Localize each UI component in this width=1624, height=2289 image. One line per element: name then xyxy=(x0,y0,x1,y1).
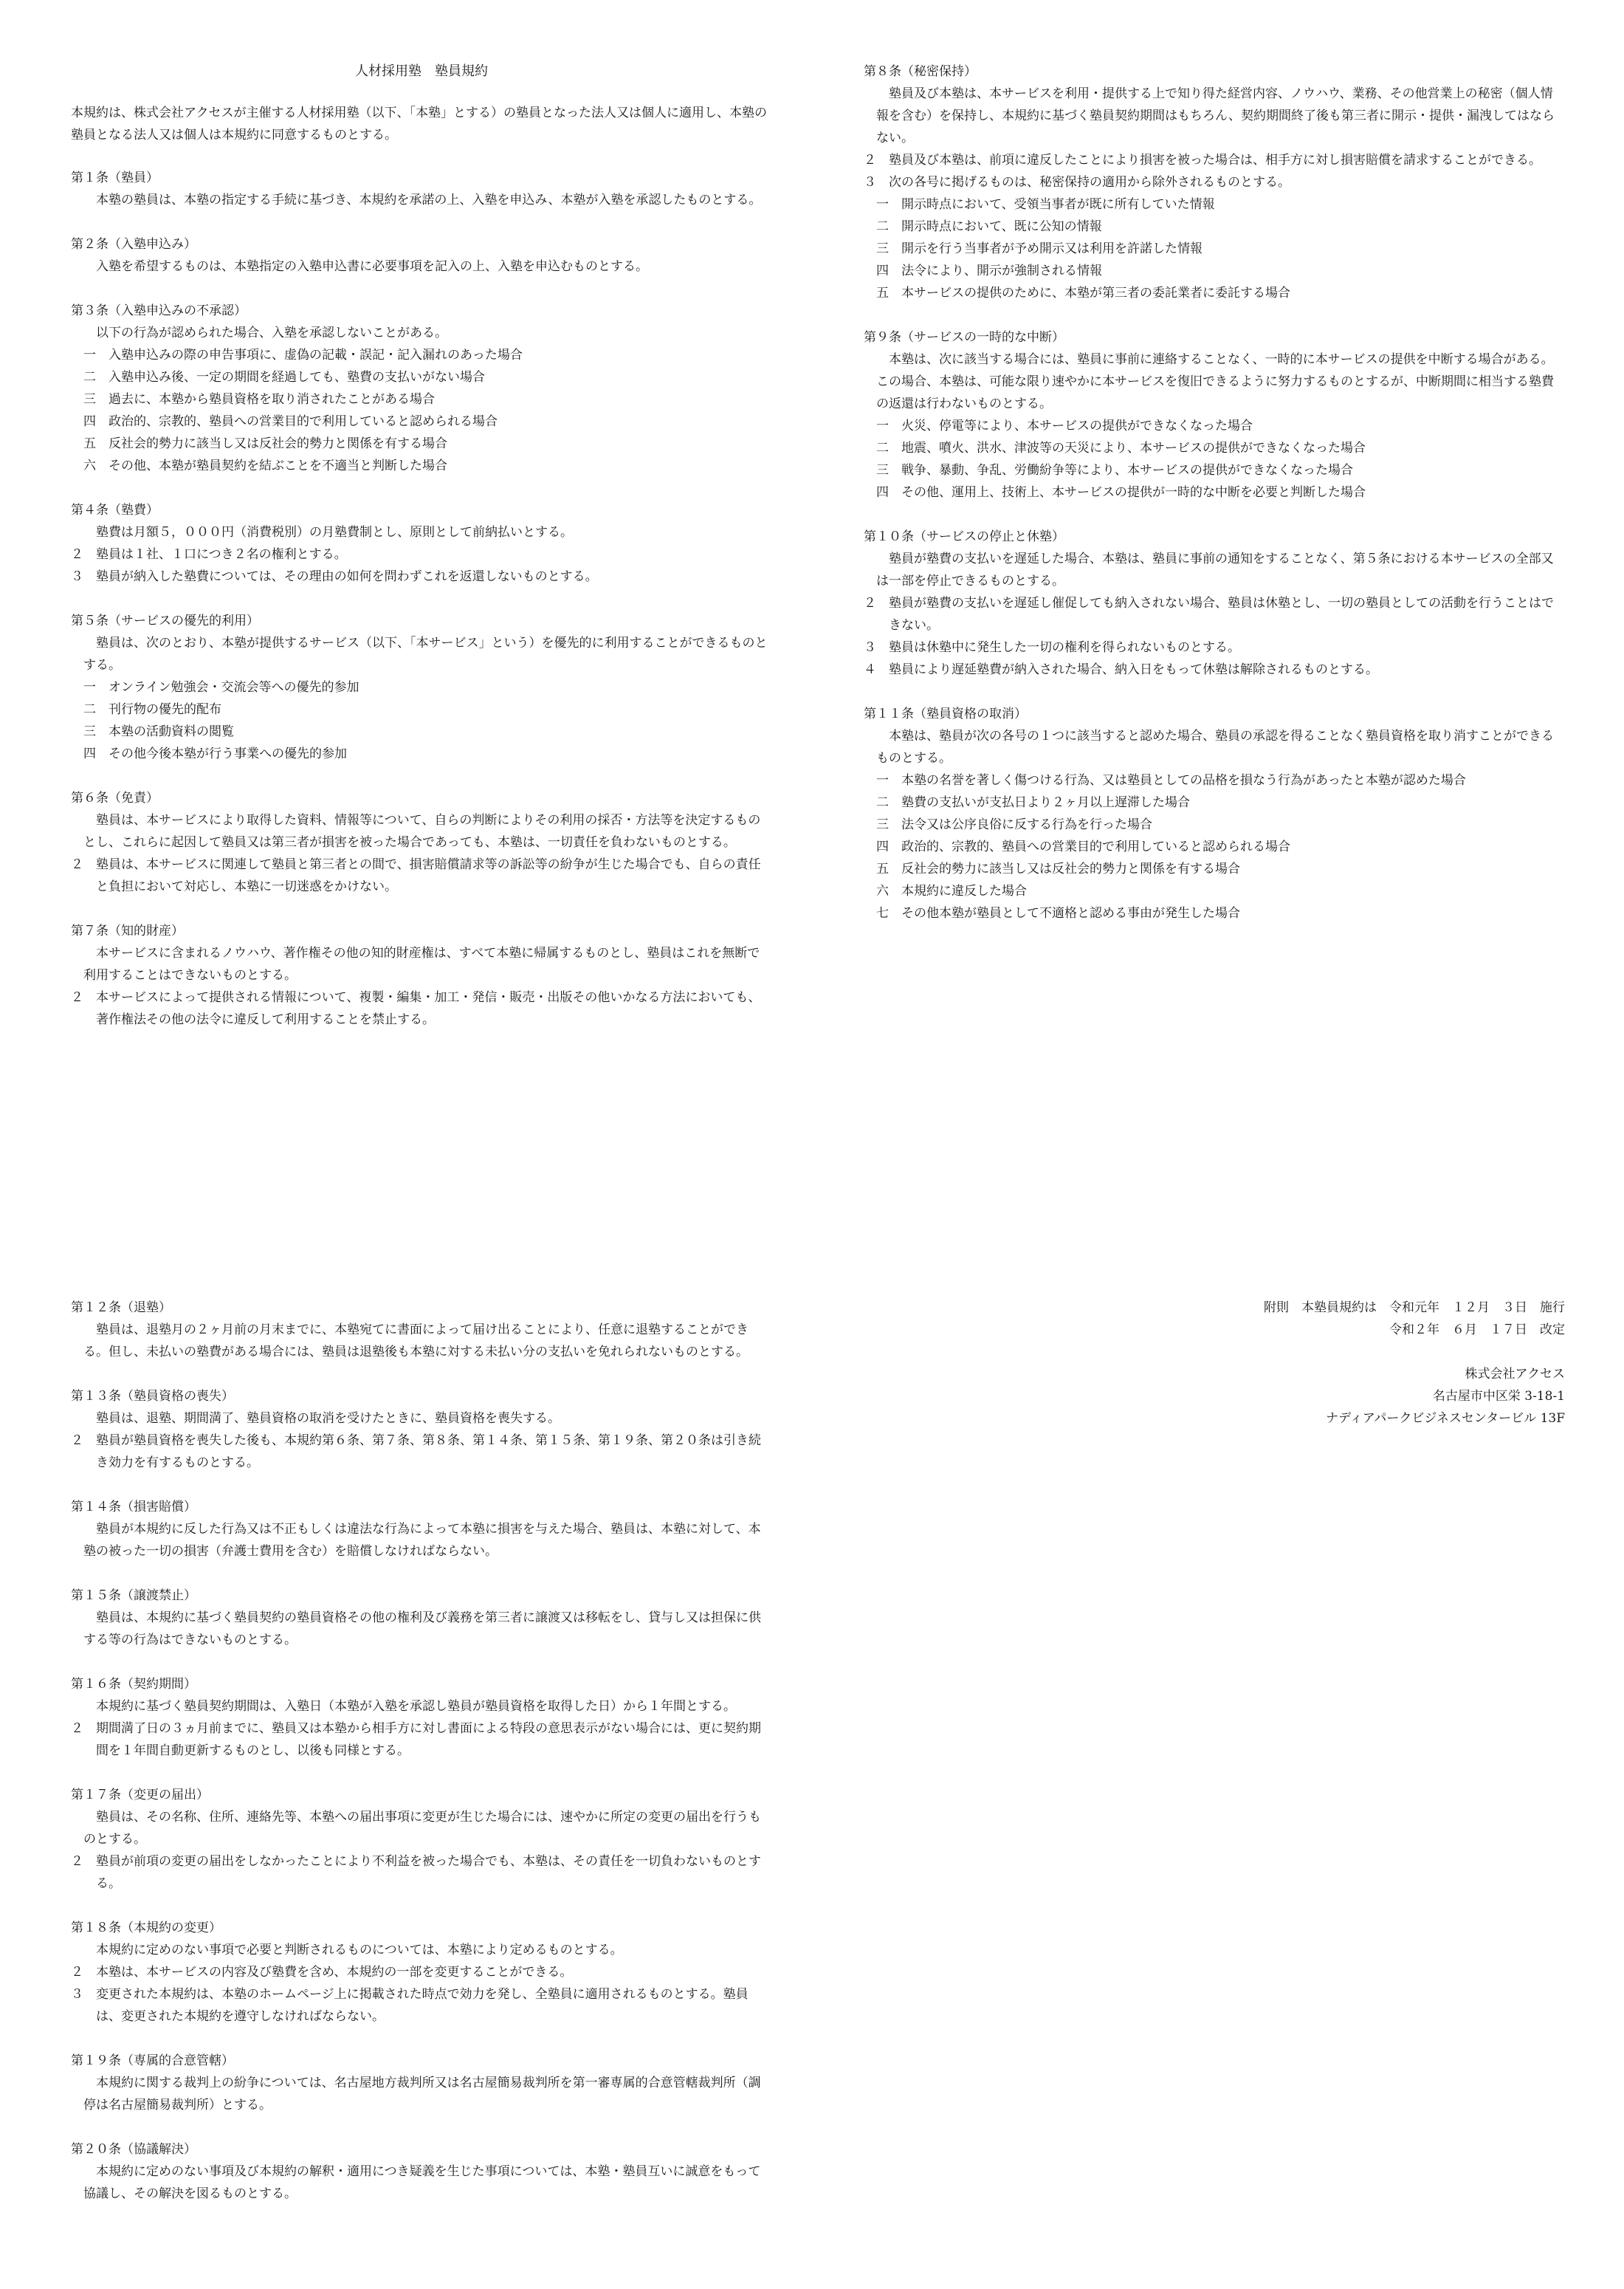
column-top-right xyxy=(864,61,1565,947)
article-paragraph: 塾員は、その名称、住所、連絡先等、本塾への届出事項に変更が生じた場合には、速やかに所定の変更の届出を行うものとする。 xyxy=(83,1810,761,1847)
item-text: その他本塾が塾員として不適格と認める事由が発生した場合 xyxy=(901,906,1240,921)
clause-text: 塾員は休塾中に発生した一切の権利を得られないものとする。 xyxy=(889,640,1240,655)
article-heading: 第１７条（変更の届出） xyxy=(71,1788,209,1802)
list-item xyxy=(71,411,772,433)
article xyxy=(71,2050,772,2116)
article-paragraph: 本規約に定めのない事項で必要と判断されるものについては、本塾により定めるものとする。 xyxy=(96,1943,623,1957)
column-bottom-left xyxy=(71,1297,772,2227)
item-number: 四 xyxy=(83,747,96,761)
article-paragraph: 入塾を希望するものは、本塾指定の入塾申込書に必要事項を記入の上、入塾を申込むものとする。 xyxy=(96,259,648,274)
article xyxy=(71,1297,772,1363)
article-paragraph: 塾員は、本規約に基づく塾員契約の塾員資格その他の権利及び義務を第三者に譲渡又は移転をし、貸与し又は担保に供する等の行為はできないものとする。 xyxy=(83,1610,761,1647)
numbered-clause xyxy=(71,1983,772,2028)
clause-text: 塾員が前項の変更の届出をしなかったことにより不利益を被った場合でも、本塾は、その責任を一切負わないものとする。 xyxy=(96,1854,761,1891)
clause-text: 次の各号に掲げるものは、秘密保持の適用から除外されるものとする。 xyxy=(889,175,1290,190)
item-text: 反社会的勢力に該当し又は反社会的勢力と関係を有する場合 xyxy=(901,862,1240,876)
article-paragraph: 塾員が塾費の支払いを遅延した場合、本塾は、塾員に事前の通知をすることなく、第５条における本サービスの全部又は一部を停止できるものとする。 xyxy=(876,552,1554,588)
item-text: 塾費の支払いが支払日より２ヶ月以上遅滞した場合 xyxy=(901,795,1190,810)
article-heading: 第６条（免責） xyxy=(71,791,159,806)
item-text: 入塾申込みの際の申告事項に、虚偽の記載・誤記・記入漏れのあった場合 xyxy=(109,348,523,363)
article-heading: 第１条（塾員） xyxy=(71,171,159,185)
item-number: 五 xyxy=(876,862,889,876)
article-heading: 第２条（入塾申込み） xyxy=(71,237,196,252)
list-item xyxy=(864,792,1565,814)
clause-text: 塾員が塾費の支払いを遅延し催促しても納入されない場合、塾員は休塾とし、一切の塾員としての活動を行うことはできない。 xyxy=(889,596,1554,633)
article xyxy=(71,300,772,477)
article-paragraph: 塾員は、退塾月の２ヶ月前の月末までに、本塾宛てに書面によって届け出ることにより、任意に退塾することができる。但し、未払いの塾費がある場合には、塾員は退塾後も本塾に対する未払い分の支払いを免れられないものとする。 xyxy=(83,1322,749,1359)
article-heading: 第１９条（専属的合意管轄） xyxy=(71,2053,234,2068)
list-item xyxy=(71,388,772,411)
item-number: 六 xyxy=(83,459,96,473)
item-number: 五 xyxy=(876,286,889,301)
clause-text: 塾員により遅延塾費が納入された場合、納入日をもって休塾は解除されるものとする。 xyxy=(889,662,1378,677)
company-address: 名古屋市中区栄 3-18-1 xyxy=(1432,1389,1565,1404)
clause-text: 塾員が塾員資格を喪失した後も、本規約第６条、第７条、第８条、第１４条、第１５条、第１９条、第２０条は引き続き効力を有するものとする。 xyxy=(96,1433,761,1470)
numbered-clause xyxy=(864,636,1565,659)
list-item xyxy=(71,366,772,388)
article-paragraph: 以下の行為が認められた場合、入塾を承認しないことがある。 xyxy=(96,326,447,340)
article-heading: 第８条（秘密保持） xyxy=(864,64,977,79)
article xyxy=(71,610,772,765)
item-number: 二 xyxy=(83,702,96,717)
article-heading: 第１４条（損害賠償） xyxy=(71,1500,196,1514)
clause-text: 本サービスによって提供される情報について、複製・編集・加工・発信・販売・出版その他いかなる方法においても、著作権法その他の法令に違反して利用することを禁止する。 xyxy=(96,990,761,1027)
article-heading: 第１１条（塾員資格の取消） xyxy=(864,707,1027,721)
article xyxy=(71,787,772,898)
item-text: 火災、停電等により、本サービスの提供ができなくなった場合 xyxy=(901,419,1253,433)
list-item xyxy=(71,455,772,477)
list-item xyxy=(864,814,1565,836)
list-item xyxy=(864,437,1565,459)
item-text: 反社会的勢力に該当し又は反社会的勢力と関係を有する場合 xyxy=(109,436,447,451)
numbered-clause xyxy=(71,854,772,898)
clause-number: ２ xyxy=(71,547,83,562)
article xyxy=(71,1585,772,1651)
item-text: その他、本塾が塾員契約を結ぶことを不適当と判断した場合 xyxy=(109,459,447,473)
clause-number: ３ xyxy=(864,640,876,655)
item-text: 本塾の活動資料の閲覧 xyxy=(109,724,234,739)
item-text: 政治的、宗教的、塾員への営業目的で利用していると認められる場合 xyxy=(901,840,1290,854)
article-heading: 第１２条（退塾） xyxy=(71,1300,171,1315)
numbered-clause xyxy=(71,1717,772,1762)
list-item xyxy=(71,344,772,366)
article-heading: 第１３条（塾員資格の喪失） xyxy=(71,1389,234,1404)
item-number: 一 xyxy=(876,197,889,212)
item-text: 入塾申込み後、一定の期間を経過しても、塾費の支払いがない場合 xyxy=(109,370,485,385)
article xyxy=(71,2138,772,2205)
clause-number: ２ xyxy=(71,857,83,872)
article-paragraph: 本塾は、塾員が次の各号の１つに該当すると認めた場合、塾員の承認を得ることなく塾員資格を取り消すことができるものとする。 xyxy=(876,729,1554,766)
clause-text: 期間満了日の３ヵ月前までに、塾員又は本塾から相手方に対し書面による特段の意思表示がない場合には、更に契約期間を１年間自動更新するものとし、以後も同様とする。 xyxy=(96,1721,761,1758)
item-number: 一 xyxy=(83,680,96,695)
list-item xyxy=(864,238,1565,260)
list-item xyxy=(864,481,1565,504)
article-heading: 第９条（サービスの一時的な中断） xyxy=(864,330,1064,345)
numbered-clause xyxy=(864,659,1565,681)
item-number: 三 xyxy=(876,241,889,256)
supplementary-provisions xyxy=(960,1297,1565,1430)
item-text: 本塾の名誉を著しく傷つける行為、又は塾員としての品格を損なう行為があったと本塾が認めた場合 xyxy=(901,773,1466,788)
item-text: 法令により、開示が強制される情報 xyxy=(901,264,1102,278)
numbered-clause xyxy=(71,986,772,1031)
item-number: 二 xyxy=(876,441,889,456)
revision-date-line: 令和２年 ６月 １７日 改定 xyxy=(1389,1322,1565,1337)
list-item xyxy=(864,282,1565,304)
article-heading: 第１０条（サービスの停止と休塾） xyxy=(864,529,1064,544)
article-paragraph: 塾費は月額５，０００円（消費税別）の月塾費制とし、原則として前納払いとする。 xyxy=(96,525,573,540)
document-intro: 本規約は、株式会社アクセスが主催する人材採用塾（以下、「本塾」とする）の塾員となった法人又は個人に適用し、本塾の塾員となる法人又は個人は本規約に同意するものとする。 xyxy=(71,106,767,143)
list-item xyxy=(864,858,1565,880)
item-text: その他今後本塾が行う事業への優先的参加 xyxy=(109,747,347,761)
item-text: 地震、噴火、洪水、津波等の天災により、本サービスの提供ができなくなった場合 xyxy=(901,441,1366,456)
article xyxy=(71,167,772,211)
item-number: 五 xyxy=(83,436,96,451)
item-number: 二 xyxy=(83,370,96,385)
numbered-clause xyxy=(864,592,1565,636)
article xyxy=(71,1673,772,1762)
list-item xyxy=(864,415,1565,437)
item-number: 三 xyxy=(83,392,96,407)
clause-number: ２ xyxy=(71,990,83,1005)
item-text: オンライン勉強会・交流会等への優先的参加 xyxy=(109,680,359,695)
clause-text: 塾員及び本塾は、前項に違反したことにより損害を被った場合は、相手方に対し損害賠償を請求することができる。 xyxy=(889,153,1541,168)
article-paragraph: 塾員は、本サービスにより取得した資料、情報等について、自らの判断によりその利用の採否・方法等を決定するものとし、これらに起因して塾員又は第三者が損害を被った場合であっても、本塾は、一切責任を負わないものとする。 xyxy=(83,813,761,850)
article-paragraph: 塾員及び本塾は、本サービスを利用・提供する上で知り得た経営内容、ノウハウ、業務、その他営業上の秘密（個人情報を含む）を保持し、本規約に基づく塾員契約期間はもちろん、契約期間終了後も第三者に開示・提供・漏洩してはならない。 xyxy=(876,86,1555,145)
numbered-clause xyxy=(864,149,1565,171)
article-heading: 第１８条（本規約の変更） xyxy=(71,1921,221,1935)
list-item xyxy=(864,260,1565,282)
list-item xyxy=(71,743,772,765)
article-paragraph: 本サービスに含まれるノウハウ、著作権その他の知的財産権は、すべて本塾に帰属するものとし、塾員はこれを無断で利用することはできないものとする。 xyxy=(83,946,760,983)
item-number: 一 xyxy=(876,773,889,788)
item-number: 一 xyxy=(83,348,96,363)
clause-number: ２ xyxy=(864,596,876,611)
article xyxy=(71,233,772,278)
clause-number: ３ xyxy=(71,569,83,584)
clause-number: ４ xyxy=(864,662,876,677)
numbered-clause xyxy=(864,171,1565,193)
item-text: 本サービスの提供のために、本塾が第三者の委託業者に委託する場合 xyxy=(901,286,1290,301)
item-number: 六 xyxy=(876,884,889,899)
clause-number: ２ xyxy=(71,1433,83,1448)
article-paragraph: 塾員は、次のとおり、本塾が提供するサービス（以下、「本サービス」という）を優先的に利用することができるものとする。 xyxy=(83,636,768,673)
item-text: その他、運用上、技術上、本サービスの提供が一時的な中断を必要と判断した場合 xyxy=(901,485,1366,500)
clause-text: 塾員は、本サービスに関連して塾員と第三者との間で、損害賠償請求等の訴訟等の紛争が生じた場合でも、自らの責任と負担において対応し、本塾に一切迷惑をかけない。 xyxy=(96,857,761,894)
article-paragraph: 本塾の塾員は、本塾の指定する手続に基づき、本規約を承諾の上、入塾を申込み、本塾が入塾を承認したものとする。 xyxy=(96,193,762,207)
list-item xyxy=(864,216,1565,238)
item-text: 刊行物の優先的配布 xyxy=(109,702,221,717)
list-item xyxy=(71,676,772,699)
article xyxy=(71,1385,772,1474)
clause-text: 変更された本規約は、本塾のホームページ上に掲載された時点で効力を発し、全塾員に適用されるものとする。塾員は、変更された本規約を遵守しなければならない。 xyxy=(96,1987,749,2024)
item-number: 四 xyxy=(876,485,889,500)
article-heading: 第３条（入塾申込みの不承認） xyxy=(71,303,247,318)
effective-date-line: 附則 本塾員規約は 令和元年 １２月 ３日 施行 xyxy=(1264,1300,1565,1315)
list-item xyxy=(71,721,772,743)
article xyxy=(864,703,1565,924)
clause-text: 塾員は１社、１口につき２名の権利とする。 xyxy=(96,547,347,562)
article xyxy=(864,61,1565,304)
article xyxy=(71,1784,772,1895)
list-item xyxy=(864,459,1565,481)
article xyxy=(71,1917,772,2028)
item-number: 四 xyxy=(83,414,96,429)
article-paragraph: 本規約に基づく塾員契約期間は、入塾日（本塾が入塾を承認し塾員が塾員資格を取得した日）から１年間とする。 xyxy=(96,1699,736,1714)
article-heading: 第１５条（譲渡禁止） xyxy=(71,1588,196,1603)
article xyxy=(864,326,1565,504)
numbered-clause xyxy=(71,1850,772,1895)
article-heading: 第２０条（協議解決） xyxy=(71,2142,196,2157)
column-top-left xyxy=(71,61,772,1053)
item-text: 戦争、暴動、争乱、労働紛争等により、本サービスの提供ができなくなった場合 xyxy=(901,463,1353,478)
clause-number: ２ xyxy=(864,153,876,168)
company-building: ナディアパークビジネスセンタービル 13F xyxy=(1326,1411,1565,1426)
article-paragraph: 本塾は、次に該当する場合には、塾員に事前に連絡することなく、一時的に本サービスの提供を中断する場合がある。この場合、本塾は、可能な限り速やかに本サービスを復旧できるように努力するものとするが、中断期間に相当する塾費の返還は行わないものとする。 xyxy=(876,352,1554,411)
clause-number: ２ xyxy=(71,1721,83,1736)
article-paragraph: 本規約に関する裁判上の紛争については、名古屋地方裁判所又は名古屋簡易裁判所を第一審専属的合意管轄裁判所（調停は名古屋簡易裁判所）とする。 xyxy=(83,2076,761,2113)
clause-number: ３ xyxy=(864,175,876,190)
list-item xyxy=(864,836,1565,858)
numbered-clause xyxy=(71,543,772,566)
item-number: 一 xyxy=(876,419,889,433)
article-paragraph: 本規約に定めのない事項及び本規約の解釈・適用につき疑義を生じた事項については、本塾・塾員互いに誠意をもって協議し、その解決を図るものとする。 xyxy=(83,2164,761,2201)
list-item xyxy=(864,902,1565,924)
numbered-clause xyxy=(71,1961,772,1983)
numbered-clause xyxy=(71,566,772,588)
article-heading: 第１６条（契約期間） xyxy=(71,1677,196,1692)
item-text: 本規約に違反した場合 xyxy=(901,884,1027,899)
item-number: 四 xyxy=(876,840,889,854)
clause-number: ３ xyxy=(71,1987,83,2002)
article xyxy=(864,526,1565,681)
item-text: 法令又は公序良俗に反する行為を行った場合 xyxy=(901,817,1152,832)
article-paragraph: 塾員は、退塾、期間満了、塾員資格の取消を受けたときに、塾員資格を喪失する。 xyxy=(96,1411,560,1426)
item-number: 四 xyxy=(876,264,889,278)
document-title: 人材採用塾 塾員規約 xyxy=(355,64,488,79)
item-text: 開示時点において、受領当事者が既に所有していた情報 xyxy=(901,197,1215,212)
list-item xyxy=(864,769,1565,792)
item-text: 開示を行う当事者が予め開示又は利用を許諾した情報 xyxy=(901,241,1202,256)
item-number: 三 xyxy=(876,463,889,478)
article xyxy=(71,499,772,588)
article-heading: 第７条（知的財産） xyxy=(71,924,184,938)
clause-number: ２ xyxy=(71,1965,83,1980)
list-item xyxy=(864,880,1565,902)
article xyxy=(71,1496,772,1562)
item-text: 政治的、宗教的、塾員への営業目的で利用していると認められる場合 xyxy=(109,414,498,429)
clause-text: 本塾は、本サービスの内容及び塾費を含め、本規約の一部を変更することができる。 xyxy=(96,1965,573,1980)
company-name: 株式会社アクセス xyxy=(1465,1367,1565,1382)
clause-text: 塾員が納入した塾費については、その理由の如何を問わずこれを返還しないものとする。 xyxy=(96,569,598,584)
list-item xyxy=(864,193,1565,216)
item-text: 過去に、本塾から塾員資格を取り消されたことがある場合 xyxy=(109,392,435,407)
article-heading: 第５条（サービスの優先的利用） xyxy=(71,614,259,628)
item-number: 二 xyxy=(876,795,889,810)
article-heading: 第４条（塾費） xyxy=(71,503,159,518)
clause-number: ２ xyxy=(71,1854,83,1869)
item-number: 三 xyxy=(83,724,96,739)
article xyxy=(71,920,772,1031)
item-number: 七 xyxy=(876,906,889,921)
numbered-clause xyxy=(71,1430,772,1474)
item-number: 二 xyxy=(876,219,889,234)
list-item xyxy=(71,433,772,455)
list-item xyxy=(71,699,772,721)
item-text: 開示時点において、既に公知の情報 xyxy=(901,219,1102,234)
article-paragraph: 塾員が本規約に反した行為又は不正もしくは違法な行為によって本塾に損害を与えた場合、塾員は、本塾に対して、本塾の被った一切の損害（弁護士費用を含む）を賠償しなければならない。 xyxy=(83,1522,761,1559)
item-number: 三 xyxy=(876,817,889,832)
